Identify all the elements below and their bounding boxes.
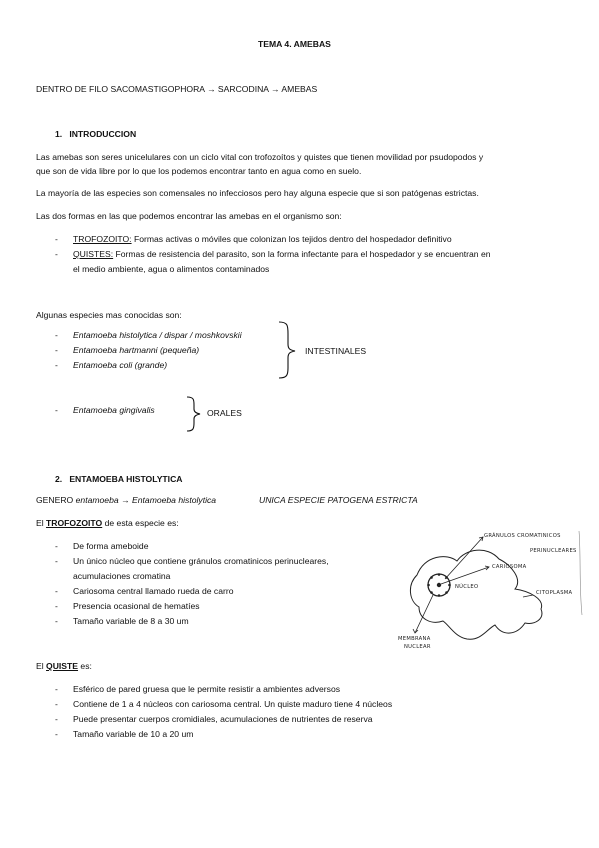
list-bullet: - (55, 345, 58, 355)
quiste-intro-post: es: (78, 661, 92, 671)
trofo-item: Cariosoma central llamado rueda de carro (73, 586, 234, 596)
list-bullet: - (55, 601, 58, 611)
karyosome (437, 583, 441, 587)
trofo-item: De forma ameboide (73, 541, 149, 551)
arrow-membrana (415, 595, 433, 633)
genero-line (36, 495, 216, 506)
quistes-text: Formas de resistencia del parasito, son la forma infectante para el hospedador y se encuentran en (113, 249, 491, 259)
genero-prefix: GENERO (36, 495, 76, 505)
trofo-intro-post: de esta especie es: (102, 518, 179, 528)
trofo-item: Tamaño variable de 8 a 30 um (73, 616, 189, 626)
quistes-definition (73, 249, 491, 260)
list-bullet: - (55, 714, 58, 724)
trofo-item-continued: acumulaciones cromatina (73, 571, 171, 581)
label-perinucleares: PERINUCLEARES (530, 548, 577, 554)
intro-paragraph-line2: que son de vida libre por lo que los podemos encontrar tanto en agua como en suelo. (36, 166, 362, 176)
intro-paragraph-2: La mayoría de las especies son comensales no infecciosos pero hay alguna especie que si son patógenas estrictas. (36, 188, 479, 198)
genero-species: entamoeba → Entamoeba histolytica (75, 495, 217, 505)
trofo-item: Un único núcleo que contiene gránulos cromatinicos perinucleares, (73, 556, 329, 566)
list-bullet: - (55, 541, 58, 551)
list-bullet: - (55, 234, 58, 244)
oral-label: ORALES (207, 408, 242, 418)
trofozoito-term: TROFOZOITO: (73, 234, 132, 244)
list-bullet: - (55, 556, 58, 566)
label-membrana: MEMBRANA (398, 636, 431, 642)
list-bullet: - (55, 684, 58, 694)
pathogen-note: UNICA ESPECIE PATOGENA ESTRICTA (259, 495, 418, 505)
label-granulos: GRÁNULOS CROMATINICOS (484, 533, 561, 539)
quiste-item: Tamaño variable de 10 a 20 um (73, 729, 194, 739)
species-item: Entamoeba hartmanni (pequeña) (73, 345, 200, 355)
trofozoito-definition (73, 234, 452, 245)
list-bullet: - (55, 360, 58, 370)
species-item: Entamoeba coli (grande) (73, 360, 168, 370)
intestinal-brace (276, 320, 298, 380)
trofo-item: Presencia ocasional de hematíes (73, 601, 200, 611)
intestinal-label: INTESTINALES (305, 346, 367, 356)
quistes-definition-line2: el medio ambiente, agua o alimentos contaminados (73, 264, 270, 274)
species-item: Entamoeba gingivalis (73, 405, 155, 415)
trofozoito-text: Formas activas o móviles que colonizan los tejidos dentro del hospedador definitivo (131, 234, 452, 244)
section2-heading: 2. ENTAMOEBA HISTOLYTICA (55, 474, 183, 484)
page-title: TEMA 4. AMEBAS (258, 39, 331, 49)
species-item: Entamoeba histolytica / dispar / moshkovskii (73, 330, 242, 340)
intro-paragraph-line1: Las amebas son seres unicelulares con un ciclo vital con trofozoítos y quistes que tienen movilidad por psudopodos y (36, 152, 484, 162)
trofozoito-intro (36, 518, 179, 529)
quiste-intro-pre: El (36, 661, 47, 671)
list-bullet: - (55, 330, 58, 340)
margin-line (579, 531, 582, 615)
species-intro: Algunas especies mas conocidas son: (36, 310, 182, 320)
list-bullet: - (55, 616, 58, 626)
list-bullet: - (55, 586, 58, 596)
oral-brace (184, 395, 204, 433)
quiste-item: Contiene de 1 a 4 núcleos con cariosoma central. Un quiste maduro tiene 4 núcleos (73, 699, 393, 709)
label-cariosoma: CARIOSOMA (492, 564, 527, 570)
label-nuclear: NUCLEAR (404, 644, 431, 650)
list-bullet: - (55, 729, 58, 739)
arrow-citoplasma (523, 595, 533, 597)
quistes-term: QUISTES: (73, 249, 114, 259)
trofo-intro-term: TROFOZOITO (46, 518, 103, 528)
label-nucleo: NÚCLEO (455, 584, 479, 590)
list-bullet: - (55, 405, 58, 415)
list-bullet: - (55, 699, 58, 709)
quiste-item: Puede presentar cuerpos cromidiales, acumulaciones de nutrientes de reserva (73, 714, 373, 724)
trofo-intro-pre: El (36, 518, 47, 528)
section1-heading: 1. INTRODUCCION (55, 129, 137, 139)
taxonomy-line: DENTRO DE FILO SACOMASTIGOPHORA → SARCODINA → AMEBAS (36, 84, 318, 94)
list-bullet: - (55, 249, 58, 259)
label-citoplasma: CITOPLASMA (536, 590, 573, 596)
quiste-item: Esférico de pared gruesa que le permite resistir a ambientes adversos (73, 684, 341, 694)
quiste-intro-term: QUISTE (46, 661, 79, 671)
intro-paragraph-3: Las dos formas en las que podemos encontrar las amebas en el organismo son: (36, 211, 342, 221)
quiste-intro (36, 661, 92, 672)
